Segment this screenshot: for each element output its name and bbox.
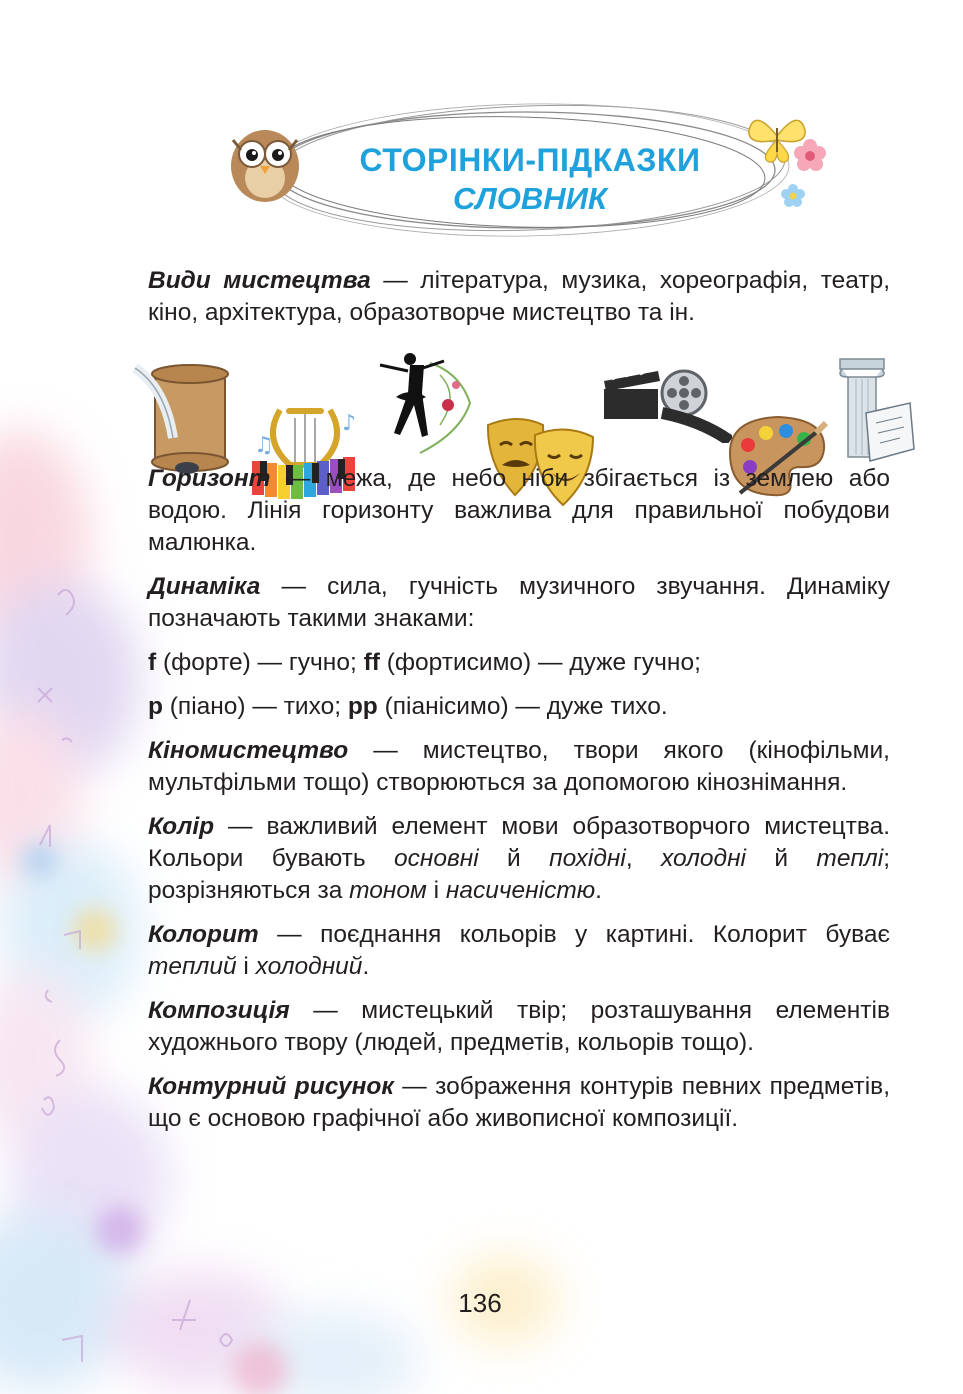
svg-text:♫: ♫ [254, 433, 274, 458]
glossary-entry [148, 995, 890, 1059]
dynamics-meaning: (фортисимо) — дуже гучно; [379, 649, 701, 676]
entry-italic-term: теплий [148, 953, 237, 980]
dynamics-meaning: (піанісимо) — дуже тихо. [377, 693, 668, 720]
glossary-entry [148, 735, 890, 799]
flower-icon [794, 139, 826, 171]
entry-definition: — межа, де небо ніби збігається із землею або водою. Лінія горизонту важлива для правильної побудови малюнка. [148, 465, 890, 556]
entry-italic-term: насиченістю [445, 877, 596, 904]
entry-definition: — мистецтво, твори якого (кінофільми, мультфільми тощо) створюються за допомогою кінознімання. [148, 737, 890, 796]
dynamics-mark: f [148, 649, 157, 676]
entry-term: Контурний рисунок [148, 1073, 394, 1100]
entry-definition: й [478, 845, 550, 872]
glossary-entry [148, 265, 890, 329]
entry-term: Композиція [148, 997, 290, 1024]
dynamics-mark: p [148, 693, 163, 720]
dynamics-meaning: (піано) — тихо; [162, 693, 348, 720]
entry-definition: — поєднання кольорів у картині. Колорит буває [258, 921, 890, 948]
glossary-entry [148, 919, 890, 983]
entry-term: Кіномистецтво [148, 737, 349, 764]
entry-italic-term: тоном [349, 877, 427, 904]
entry-definition: — важливий елемент мови образотворчого мистецтва. Кольори бувають [148, 813, 890, 872]
glossary-entry [148, 571, 890, 635]
entry-italic-term: теплі [816, 845, 884, 872]
dynamics-piano-line [148, 691, 890, 723]
page-title: СТОРІНКИ-ПІДКАЗКИ [359, 142, 701, 178]
owl-icon [231, 130, 299, 202]
entry-definition: , [625, 845, 662, 872]
page-subtitle: СЛОВНИК [453, 181, 607, 216]
entry-definition: ; розрізняються за [148, 845, 890, 904]
entry-definition: — література, музика, хореографія, театр, кіно, архітектура, образотворче мистецтво та ін. [148, 267, 891, 326]
entry-definition: й [746, 845, 817, 872]
page-number: 136 [458, 1288, 502, 1318]
entry-italic-term: холодні [661, 845, 746, 872]
entry-term: Колір [148, 813, 215, 840]
header-area [225, 96, 845, 246]
entry-definition: . [595, 877, 602, 904]
glossary-entry [148, 1071, 890, 1135]
entry-definition: . [362, 953, 370, 980]
entry-term: Горизонт [148, 465, 271, 492]
entry-italic-term: основні [394, 845, 479, 872]
entry-term: Види мистецтва [148, 267, 371, 294]
glossary-entry [148, 463, 890, 559]
glossary-content [148, 265, 890, 1135]
entry-term: Динаміка [148, 573, 261, 600]
entry-definition: — мистецький твір; розташування елементів художнього твору (людей, предметів, кольорів тощо). [148, 997, 890, 1056]
glossary-entry [148, 811, 890, 907]
entry-definition: — зображення контурів певних предметів, що є основою графічної або живописної композиції. [148, 1073, 890, 1132]
dynamics-meaning: (форте) — гучно; [156, 649, 364, 676]
flower-icon [781, 184, 805, 207]
dynamics-forte-line [148, 647, 890, 679]
svg-text:♪: ♪ [342, 411, 357, 436]
entry-term: Колорит [148, 921, 259, 948]
entry-italic-term: похідні [549, 845, 626, 872]
entry-definition: і [236, 953, 256, 980]
dynamics-mark: pp [347, 693, 378, 720]
entry-definition: і [426, 877, 446, 904]
entry-italic-term: холодний [255, 953, 363, 980]
dynamics-mark: ff [363, 649, 380, 676]
entry-definition: — сила, гучність музичного звучання. Динаміку позначають такими знаками: [148, 573, 890, 632]
